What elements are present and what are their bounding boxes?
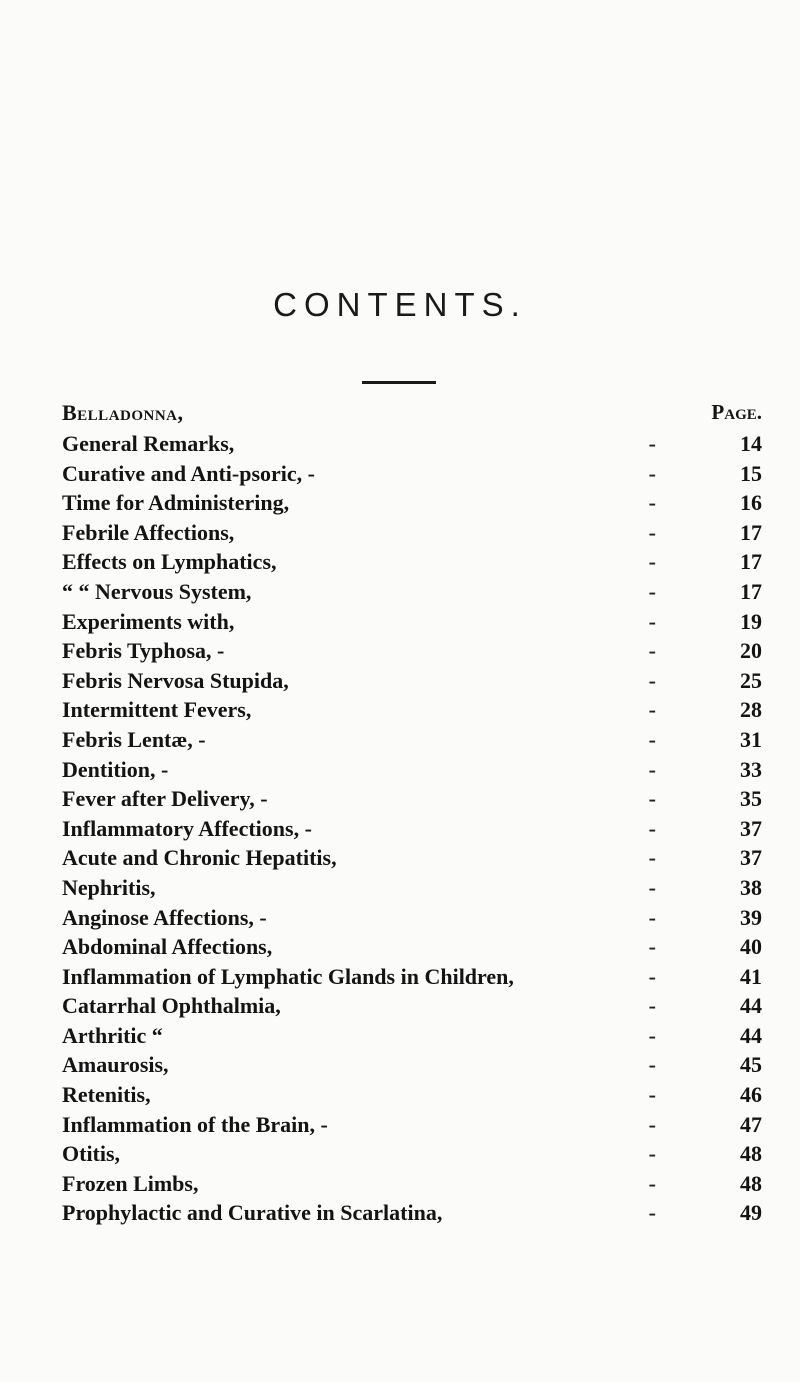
toc-entry bbox=[62, 784, 762, 814]
toc-entry-page: 28 bbox=[740, 697, 762, 723]
leader-dashes: - bbox=[648, 1170, 692, 1196]
toc-entry-page: 49 bbox=[740, 1200, 762, 1226]
toc-entry bbox=[62, 991, 762, 1021]
toc-entry bbox=[62, 547, 762, 577]
toc-entry bbox=[62, 962, 762, 992]
toc-entry-page: 46 bbox=[740, 1082, 762, 1108]
toc-entry-label: Arthritic “ bbox=[62, 1022, 163, 1048]
leader-dashes: - bbox=[648, 874, 692, 900]
toc-entry bbox=[62, 1080, 762, 1110]
leader-dashes: - bbox=[648, 1141, 692, 1167]
leader-dashes: - bbox=[648, 460, 692, 486]
toc-entries bbox=[62, 429, 762, 1228]
leader-dashes: - bbox=[648, 1111, 692, 1137]
toc-entry bbox=[62, 1021, 762, 1051]
toc-entry bbox=[62, 636, 762, 666]
toc-entry-page: 48 bbox=[740, 1170, 762, 1196]
toc-entry-page: 16 bbox=[740, 490, 762, 516]
toc-entry-label: Amaurosis, bbox=[62, 1052, 169, 1078]
leader-dashes: - bbox=[648, 608, 692, 634]
toc-entry-label: Otitis, bbox=[62, 1141, 121, 1167]
leader-dashes: - bbox=[648, 845, 692, 871]
toc-entry bbox=[62, 1050, 762, 1080]
toc-entry-page: 44 bbox=[740, 993, 762, 1019]
leader-dashes: - bbox=[648, 578, 692, 604]
leader-dashes: - bbox=[648, 993, 692, 1019]
leader-dashes: - bbox=[648, 519, 692, 545]
toc-entry-label: Anginose Affections, - bbox=[62, 904, 267, 930]
toc-entry-page: 17 bbox=[740, 519, 762, 545]
toc-entry-label: Febris Typhosa, - bbox=[62, 638, 225, 664]
leader-dashes: - bbox=[648, 1200, 692, 1226]
toc-entry-page: 41 bbox=[740, 963, 762, 989]
toc-entry bbox=[62, 755, 762, 785]
toc-entry-page: 47 bbox=[740, 1111, 762, 1137]
title-rule bbox=[362, 381, 436, 384]
toc-entry bbox=[62, 695, 762, 725]
toc-entry-label: Inflammatory Affections, - bbox=[62, 815, 312, 841]
leader-dashes: - bbox=[648, 431, 692, 456]
toc-entry bbox=[62, 459, 762, 489]
toc-entry-label: Time for Administering, bbox=[62, 490, 290, 516]
page-title: CONTENTS. bbox=[273, 286, 527, 323]
toc-entry-page: 40 bbox=[740, 934, 762, 960]
toc-entry bbox=[62, 1169, 762, 1199]
toc-entry-label: Prophylactic and Curative in Scarlatina, bbox=[62, 1200, 443, 1226]
toc-entry-label: Intermittent Fevers, bbox=[62, 697, 252, 723]
leader-dashes: - bbox=[648, 697, 692, 723]
leader-dashes: - bbox=[648, 549, 692, 575]
toc-entry-page: 19 bbox=[740, 608, 762, 634]
toc-entry-label: Inflammation of Lymphatic Glands in Children, bbox=[62, 963, 514, 989]
leader-dashes: - bbox=[648, 934, 692, 960]
leader-dashes: - bbox=[648, 786, 692, 812]
leader-dashes: - bbox=[648, 963, 692, 989]
leader-dashes: - bbox=[648, 1052, 692, 1078]
toc-entry-page: 39 bbox=[740, 904, 762, 930]
page-column-heading: Page. bbox=[711, 400, 762, 424]
leader-dashes: - bbox=[648, 726, 692, 752]
toc-entry-page: 17 bbox=[740, 578, 762, 604]
toc-entry bbox=[62, 577, 762, 607]
leader-dashes: - bbox=[648, 667, 692, 693]
toc-entry-page: 45 bbox=[740, 1052, 762, 1078]
leader-dashes: - bbox=[648, 756, 692, 782]
leader-dashes: - bbox=[648, 1022, 692, 1048]
section-heading: Belladonna, bbox=[62, 400, 184, 425]
leader-dashes: - bbox=[648, 638, 692, 664]
toc-entry-page: 37 bbox=[740, 845, 762, 871]
toc-entry-label: Fever after Delivery, - bbox=[62, 786, 268, 812]
toc-entry-label: Dentition, - bbox=[62, 756, 169, 782]
toc-entry bbox=[62, 873, 762, 903]
toc-entry bbox=[62, 607, 762, 637]
leader-dashes: - bbox=[648, 815, 692, 841]
toc-entry-page: 20 bbox=[740, 638, 762, 664]
leader-dashes: - bbox=[648, 490, 692, 516]
toc-entry bbox=[62, 518, 762, 548]
toc-entry-page: 15 bbox=[740, 460, 762, 486]
toc-entry bbox=[62, 1198, 762, 1228]
toc-entry bbox=[62, 666, 762, 696]
toc-entry-label: Frozen Limbs, bbox=[62, 1170, 199, 1196]
leader-dashes: - bbox=[648, 904, 692, 930]
table-of-contents bbox=[62, 400, 762, 1228]
toc-entry-label: Effects on Lymphatics, bbox=[62, 549, 277, 575]
toc-entry-label: Catarrhal Ophthalmia, bbox=[62, 993, 281, 1019]
toc-entry bbox=[62, 1110, 762, 1140]
toc-entry-label: General Remarks, bbox=[62, 431, 235, 456]
toc-entry bbox=[62, 429, 762, 459]
toc-entry-label: Febris Nervosa Stupida, bbox=[62, 667, 289, 693]
toc-entry bbox=[62, 725, 762, 755]
toc-entry-page: 14 bbox=[740, 431, 762, 456]
toc-entry-label: “ “ Nervous System, bbox=[62, 578, 252, 604]
toc-entry-label: Abdominal Affections, bbox=[62, 934, 273, 960]
toc-entry-label: Curative and Anti-psoric, - bbox=[62, 460, 315, 486]
toc-entry-page: 35 bbox=[740, 786, 762, 812]
toc-entry-page: 38 bbox=[740, 874, 762, 900]
toc-entry bbox=[62, 814, 762, 844]
toc-entry-page: 31 bbox=[740, 726, 762, 752]
toc-entry-label: Experiments with, bbox=[62, 608, 235, 634]
toc-entry bbox=[62, 843, 762, 873]
toc-entry-label: Inflammation of the Brain, - bbox=[62, 1111, 328, 1137]
toc-entry-label: Nephritis, bbox=[62, 874, 156, 900]
toc-entry-page: 37 bbox=[740, 815, 762, 841]
toc-header bbox=[62, 400, 762, 429]
toc-entry-page: 44 bbox=[740, 1022, 762, 1048]
toc-entry-page: 17 bbox=[740, 549, 762, 575]
toc-entry-page: 25 bbox=[740, 667, 762, 693]
toc-entry-label: Febrile Affections, bbox=[62, 519, 235, 545]
toc-entry bbox=[62, 932, 762, 962]
toc-entry-label: Febris Lentæ, - bbox=[62, 726, 206, 752]
toc-entry-page: 33 bbox=[740, 756, 762, 782]
leader-dashes: - bbox=[648, 1082, 692, 1108]
toc-entry bbox=[62, 488, 762, 518]
toc-entry bbox=[62, 903, 762, 933]
toc-entry-label: Retenitis, bbox=[62, 1082, 151, 1108]
toc-entry-page: 48 bbox=[740, 1141, 762, 1167]
toc-entry-label: Acute and Chronic Hepatitis, bbox=[62, 845, 337, 871]
toc-entry bbox=[62, 1139, 762, 1169]
